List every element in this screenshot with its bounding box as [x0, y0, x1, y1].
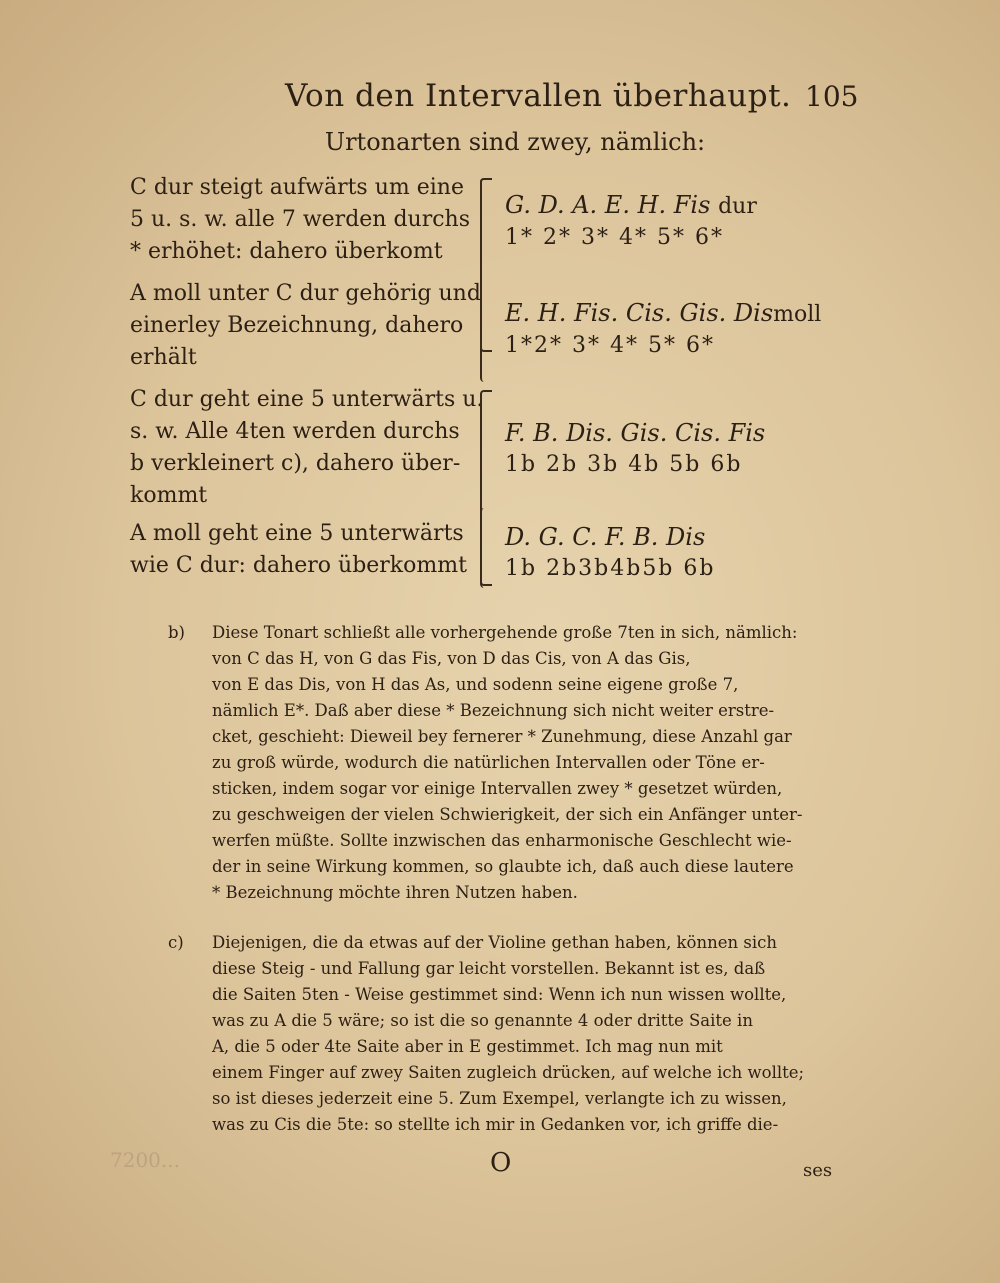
desc-line: A moll unter C dur gehörig und [130, 281, 481, 306]
footnote-line: A, die 5 oder 4te Saite aber in E gestimmet. Ich mag nun mit [212, 1037, 723, 1056]
key-row-3 [120, 384, 860, 514]
footnote-line: Diejenigen, die da etwas auf der Violine gethan haben, können sich [212, 933, 777, 952]
desc-line: einerley Bezeichnung, dahero [130, 313, 464, 338]
footnote-line: was zu Cis die 5te: so stellte ich mir in Gedanken vor, ich griffe die- [212, 1115, 779, 1134]
pencil-note: 7200... [110, 1148, 180, 1172]
footnote-label: b) [168, 623, 185, 642]
footnote-c [170, 930, 835, 1138]
key-notes [505, 298, 821, 361]
page-title: Von den Intervallen überhaupt. [285, 78, 792, 114]
accidental-numbers: 1b 2b 3b 4b 5b 6b [505, 452, 743, 477]
desc-line: 5 u. s. w. alle 7 werden durchs [130, 207, 471, 232]
desc-line: A moll geht eine 5 unterwärts [130, 521, 464, 546]
accidental-numbers: 1b 2b3b4b5b 6b [505, 556, 716, 581]
bracket [480, 178, 492, 352]
desc-line: * erhöhet: dahero überkomt [130, 239, 443, 264]
footnote-line: von C das H, von G das Fis, von D das Cis, von A das Gis, [212, 649, 691, 668]
mode-label: moll [773, 302, 822, 327]
desc-line: C dur geht eine 5 unterwärts u. [130, 387, 484, 412]
footnote-line: was zu A die 5 wäre; so ist die so genannte 4 oder dritte Saite in [212, 1011, 753, 1030]
footnote-line: die Saiten 5ten - Weise gestimmet sind: Wenn ich nun wissen wollte, [212, 985, 787, 1004]
footnote-line: werfen müßte. Sollte inzwischen das enharmonische Geschlecht wie- [212, 831, 792, 850]
desc-line: erhält [130, 345, 197, 370]
key-notes [505, 190, 757, 253]
signature-mark: O [490, 1148, 512, 1178]
note-names: G. D. A. E. H. Fis [505, 191, 711, 219]
accidental-numbers: 1*2* 3* 4* 5* 6* [505, 333, 715, 358]
key-row-2 [120, 278, 860, 378]
note-names: D. G. C. F. B. Dis [505, 523, 706, 551]
desc-line: C dur steigt aufwärts um eine [130, 175, 464, 200]
note-names: F. B. Dis. Gis. Cis. Fis [505, 419, 766, 447]
footnote-label: c) [168, 933, 184, 952]
row-description [130, 278, 481, 374]
footnote-line: sticken, indem sogar vor einige Intervallen zwey * gesetzet würden, [212, 779, 783, 798]
key-row-4 [120, 518, 860, 588]
footnote-line: Diese Tonart schließt alle vorhergehende große 7ten in sich, nämlich: [212, 623, 798, 642]
footnote-line: cket, geschieht: Dieweil bey fernerer * Zunehmung, diese Anzahl gar [212, 727, 792, 746]
desc-line: kommt [130, 483, 208, 508]
page-number: 105 [805, 80, 859, 113]
running-header [0, 70, 1000, 120]
footnote-line: der in seine Wirkung kommen, so glaubte ich, daß auch diese lautere [212, 857, 794, 876]
row-description [130, 172, 475, 268]
row-description [130, 384, 484, 512]
mode-label: dur [718, 194, 757, 219]
footnote-b [170, 620, 835, 906]
key-notes [505, 418, 765, 480]
accidental-numbers: 1* 2* 3* 4* 5* 6* [505, 225, 724, 250]
footnote-line: so ist dieses jederzeit eine 5. Zum Exempel, verlangte ich zu wissen, [212, 1089, 787, 1108]
desc-line: b verkleinert c), dahero über- [130, 451, 461, 476]
footnote-line: zu groß würde, wodurch die natürlichen Intervallen oder Töne er- [212, 753, 765, 772]
note-names: E. H. Fis. Cis. Gis. Dis [505, 299, 774, 327]
footnote-line: * Bezeichnung möchte ihren Nutzen haben. [212, 883, 578, 902]
bracket [480, 508, 492, 586]
footnote-line: von E das Dis, von H das As, und sodenn seine eigene große 7, [212, 675, 739, 694]
catchword: ses [803, 1160, 833, 1181]
row-description [130, 518, 475, 582]
desc-line: s. w. Alle 4ten werden durchs [130, 419, 460, 444]
footnote-line: nämlich E*. Daß aber diese * Bezeichnung sich nicht weiter erstre- [212, 701, 775, 720]
footnote-line: einem Finger auf zwey Saiten zugleich drücken, auf welche ich wollte; [212, 1063, 805, 1082]
footnote-line: zu geschweigen der vielen Schwierigkeit, der sich ein Anfänger unter- [212, 805, 803, 824]
key-notes [505, 522, 715, 584]
footnote-line: diese Steig - und Fallung gar leicht vorstellen. Bekannt ist es, daß [212, 959, 766, 978]
desc-line: wie C dur: dahero überkommt [130, 553, 467, 578]
section-subtitle: Urtonarten sind zwey, nämlich: [324, 128, 706, 156]
